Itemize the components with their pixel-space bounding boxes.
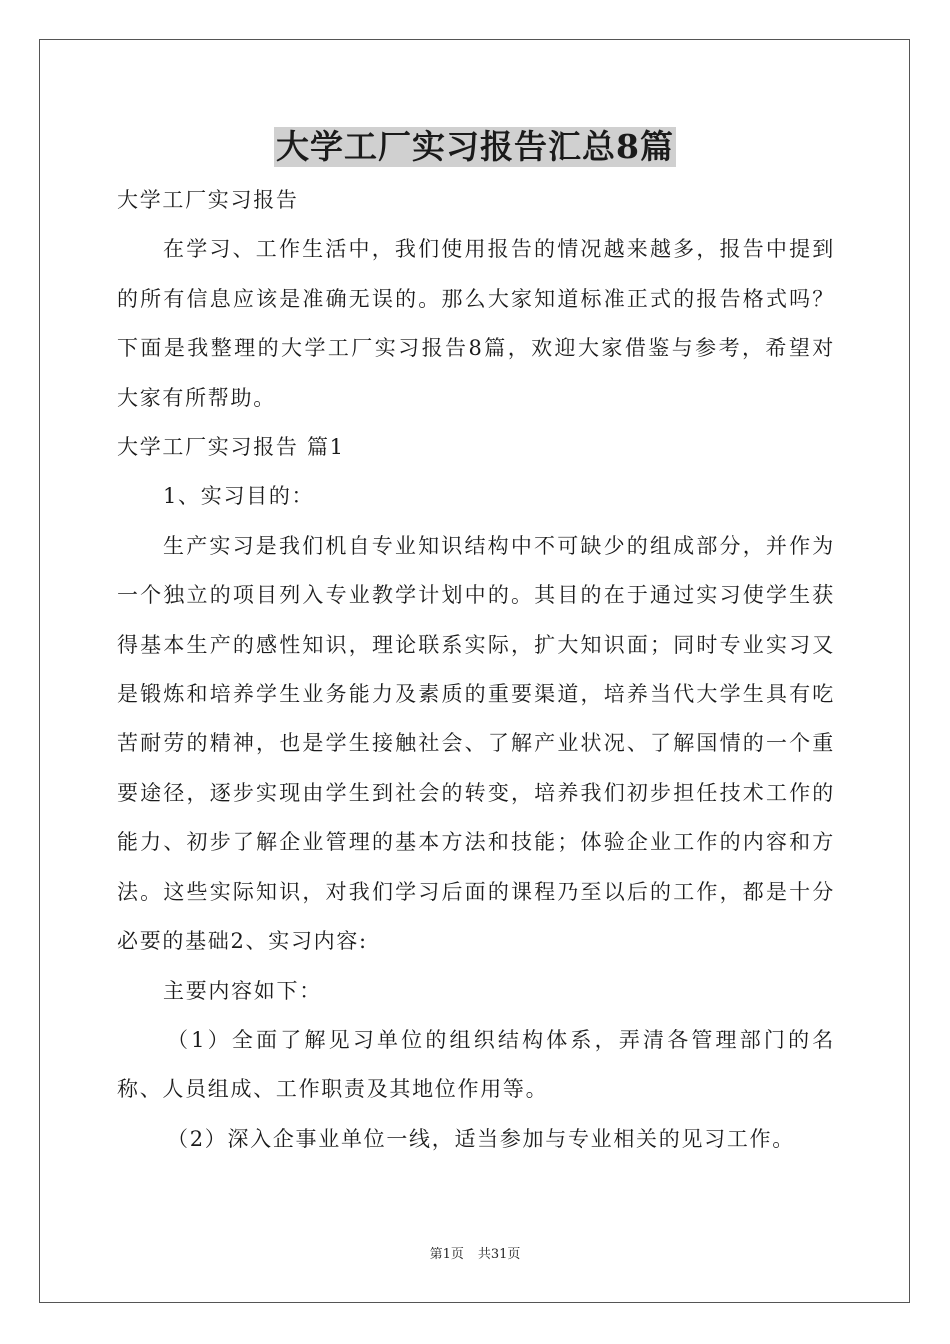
page-number: 第1页 — [429, 1247, 464, 1262]
page-footer — [0, 1246, 950, 1264]
page-count: 共31页 — [477, 1247, 521, 1262]
chapter-heading: 大学工厂实习报告 篇1 — [117, 435, 345, 460]
title-container — [0, 127, 950, 167]
purpose-paragraph: 生产实习是我们机自专业知识结构中不可缺少的组成部分，并作为一个独立的项目列入专业教学计划中的。其目的在于通过实习使学生获得基本生产的感性知识，理论联系实际，扩大知识面；同时专业实习又是锻炼和培养学生业务能力及素质的重要渠道，培养当代大学生具有吃苦耐劳的精神，也是学生接触社会、了解产业状况、了解国情的一个重要途径，逐步实现由学生到社会的转变，培养我们初步担任技术工作的能力、初步了解企业管理的基本方法和技能；体验企业工作的内容和方法。这些实际知识，对我们学习后面的课程乃至以后的工作，都是十分必要的基础2、实习内容: — [117, 533, 835, 954]
document-body — [117, 176, 835, 1164]
content-intro: 主要内容如下： — [163, 978, 322, 1003]
document-title: 大学工厂实习报告汇总8篇 — [276, 127, 674, 166]
subsection-heading: 1、实习目的： — [163, 484, 315, 509]
intro-paragraph: 在学习、工作生活中，我们使用报告的情况越来越多，报告中提到的所有信息应该是准确无误的。那么大家知道标准正式的报告格式吗？下面是我整理的大学工厂实习报告8篇，欢迎大家借鉴与参考，希望对大家有所帮助。 — [117, 237, 835, 410]
list-item: （1）全面了解见习单位的组织结构体系，弄清各管理部门的名称、人员组成、工作职责及其地位作用等。 — [117, 1027, 835, 1102]
section-heading: 大学工厂实习报告 — [117, 188, 299, 212]
list-item: （2）深入企事业单位一线，适当参加与专业相关的见习工作。 — [167, 1126, 795, 1151]
